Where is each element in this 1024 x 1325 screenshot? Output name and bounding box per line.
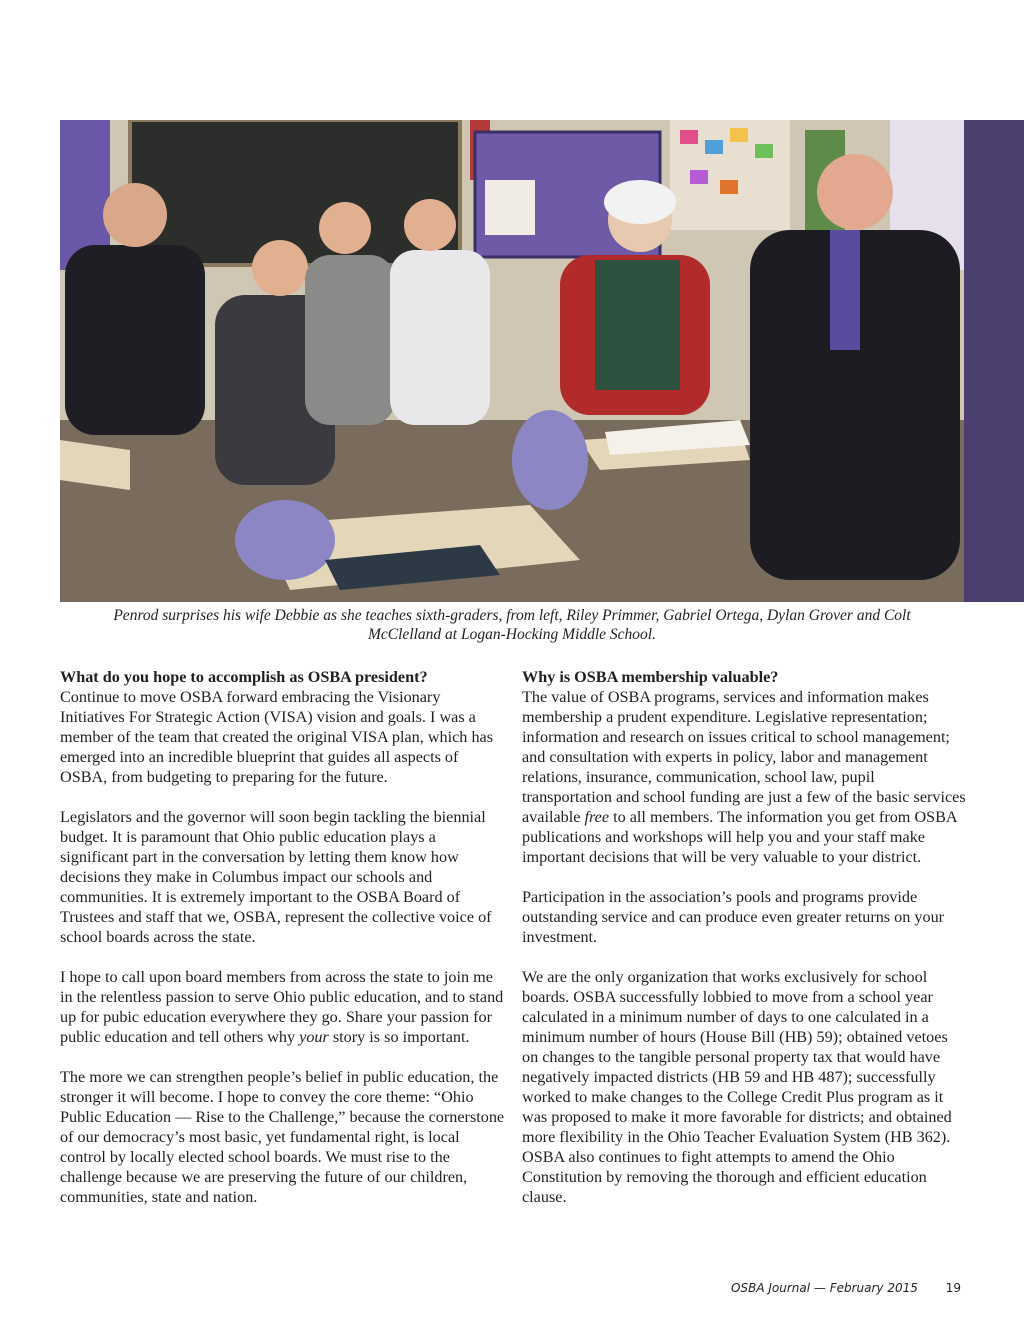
caption-line-1: Penrod surprises his wife Debbie as she teaches sixth-graders, from left, Riley Primmer, Gabriel Ortega, Dylan Grover and Colt [113,607,911,624]
right-p1-emphasis: free [584,808,610,826]
right-paragraph-3: We are the only organization that works exclusively for school boards. OSBA successfully lobbied to move from a school year calculated in a minimum number of days to one calculated in a minimum number of hours (House Bill (HB) 59); obtained vetoes on changes to the tangible personal property tax that would have negatively impacted districts (HB 59 and HB 487); successfully worked to make changes to the College Credit Plus program as it was proposed to make it more favorable for districts; and obtained more flexibility in the Ohio Teacher Evaluation System (HB 362). OSBA also continues to fight attempts to amend the Ohio Constitution by removing the thorough and efficient education clause. [522,968,952,1206]
accent-side-bar [964,120,1024,602]
left-column [60,667,505,1227]
left-paragraph-4: The more we can strengthen people’s belief in public education, the stronger it will become. I hope to convey the core theme: “Ohio Public Education — Rise to the Challenge,” because the cornerstone of our democracy’s most basic, yet fundamental right, is local control by locally elected school boards. We must rise to the challenge because we are preserving the future of our children, communities, state and nation. [60,1068,505,1206]
right-column [522,667,967,1227]
left-paragraph-1: Continue to move OSBA forward embracing the Visionary Initiatives For Strategic Action (VISA) vision and goals. I was a member of the team that created the original VISA plan, which has emerged into an incredible blueprint that guides all aspects of OSBA, from budgeting to preparing for the future. [60,688,494,786]
right-p1-after: to all members. The information you get from OSBA publications and workshops will help you and your staff make important decisions that will be very valuable to your district. [522,808,957,866]
left-p3-before: I hope to call upon board members from across the state to join me in the relentless passion to serve Ohio public education, and to stand up for pubic education everywhere they go. Share your passion for public education and tell others why [60,968,504,1046]
left-p3-emphasis: your [299,1028,329,1046]
right-heading: Why is OSBA membership valuable? [522,668,779,686]
left-paragraph-3 [60,967,505,1047]
photo-illustration [60,120,964,602]
right-paragraph-2: Participation in the association’s pools and programs provide outstanding service and can produce even greater returns on your investment. [522,888,945,946]
footer-journal: OSBA Journal — February 2015 [731,1281,918,1295]
left-paragraph-2: Legislators and the governor will soon begin tackling the biennial budget. It is paramount that Ohio public education plays a significant part in the conversation by letting them know how decisions they make in Columbus impact our schools and communities. It is extremely important to the OSBA Board of Trustees and staff that we, OSBA, represent the collective voice of school boards across the state. [60,808,492,946]
classroom-photo [60,120,964,602]
right-paragraph-1 [522,687,967,867]
footer-page-number: 19 [945,1281,961,1295]
page-footer [731,1281,961,1295]
caption-line-2: McClelland at Logan-Hocking Middle School. [368,626,656,643]
right-p1-before: The value of OSBA programs, services and information makes membership a prudent expenditure. Legislative representation; information and research on issues critical to school management; and consultation with experts in policy, labor and management relations, insurance, communication, school law, pupil transportation and school funding are just a few of the basic services available [522,688,966,826]
left-heading: What do you hope to accomplish as OSBA president? [60,668,428,686]
photo-caption [60,606,964,644]
left-p3-after: story is so important. [328,1028,470,1046]
